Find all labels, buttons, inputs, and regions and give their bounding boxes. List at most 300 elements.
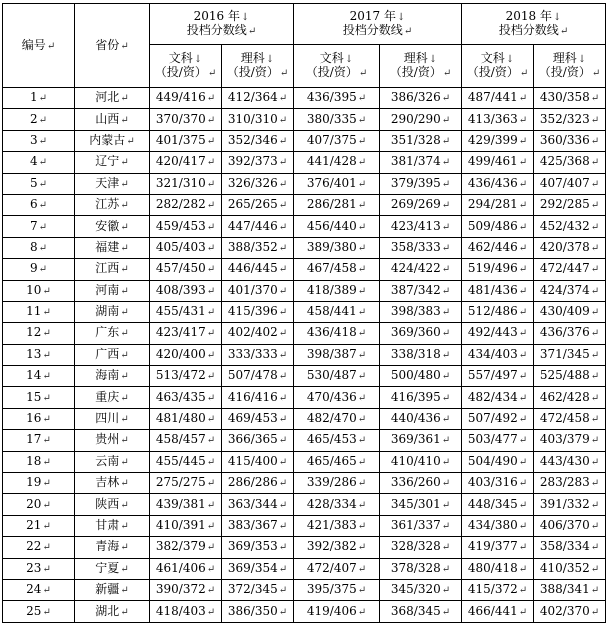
cell-score-text: 294/281 — [467, 197, 518, 212]
cell-num: 19↵ — [3, 473, 75, 494]
cell-score-text: 472/407 — [306, 560, 357, 575]
cell-score-text: 345/301 — [390, 496, 441, 511]
cell-score-text: 439/381 — [155, 496, 206, 511]
cell-score-text: 286/286 — [227, 475, 278, 490]
cell-score: 336/260↵ — [380, 473, 462, 494]
cell-score: 465/453↵ — [294, 430, 380, 451]
cell-province-text: 河北 — [95, 90, 120, 105]
cell-score-text: 430/358 — [539, 90, 590, 105]
cell-score: 420/400↵ — [150, 344, 222, 365]
cell-province-text: 天津 — [95, 175, 120, 190]
cell-score-text: 328/328 — [390, 539, 441, 554]
table-row — [3, 237, 606, 258]
cell-num: 13↵ — [3, 344, 75, 365]
cell-province: 陕西↵ — [75, 494, 150, 515]
cell-score-text: 436/436 — [467, 175, 518, 190]
cell-num-text: 7 — [29, 218, 38, 233]
cell-score-text: 424/422 — [390, 261, 441, 276]
cell-score-text: 458/441 — [306, 304, 357, 319]
cell-num-text: 2 — [29, 111, 38, 126]
cell-num-text: 12 — [26, 325, 42, 340]
header-2016-wen: 文科↓ （投/资）↵ — [150, 45, 222, 88]
cell-score: 376/401↵ — [294, 173, 380, 194]
cell-province-text: 广西 — [95, 346, 120, 361]
cell-score-text: 407/407 — [539, 175, 590, 190]
cell-score-text: 465/453 — [306, 432, 357, 447]
cell-province-text: 陕西 — [95, 496, 120, 511]
cell-score-text: 507/492 — [467, 411, 518, 426]
cell-province: 吉林↵ — [75, 473, 150, 494]
cell-province: 天津↵ — [75, 173, 150, 194]
cell-score-text: 368/345 — [390, 603, 441, 618]
cell-province: 内蒙古↵ — [75, 130, 150, 151]
cell-num-text: 10 — [26, 282, 42, 297]
cell-province: 贵州↵ — [75, 430, 150, 451]
cell-score: 372/345↵ — [222, 579, 294, 600]
cell-num-text: 18 — [26, 453, 42, 468]
cell-province: 广东↵ — [75, 323, 150, 344]
cell-score: 392/382↵ — [294, 537, 380, 558]
cell-num-text: 22 — [26, 539, 42, 554]
cell-province-text: 江苏 — [95, 197, 120, 212]
cell-score: 449/416↵ — [150, 88, 222, 109]
cell-score: 275/275↵ — [150, 473, 222, 494]
cell-province-text: 云南 — [95, 453, 120, 468]
cell-score: 461/406↵ — [150, 558, 222, 579]
cell-score-text: 470/436 — [306, 389, 357, 404]
cell-num: 10↵ — [3, 280, 75, 301]
cell-score-text: 447/446 — [227, 218, 278, 233]
cell-score: 507/492↵ — [462, 408, 534, 429]
cell-score: 436/376↵ — [534, 323, 606, 344]
cell-score-text: 408/393 — [155, 282, 206, 297]
cell-score: 265/265↵ — [222, 194, 294, 215]
cell-score-text: 530/487 — [306, 368, 357, 383]
cell-score: 415/372↵ — [462, 579, 534, 600]
header-2018-wen: 文科↓ （投/资）↵ — [462, 45, 534, 88]
cell-score: 370/370↵ — [150, 109, 222, 130]
table-row — [3, 216, 606, 237]
cell-num-text: 9 — [29, 261, 38, 276]
cell-num-text: 14 — [26, 368, 42, 383]
cell-num-text: 23 — [26, 560, 42, 575]
cell-score-text: 459/453 — [155, 218, 206, 233]
cell-score-text: 472/458 — [539, 411, 590, 426]
cell-score-text: 363/344 — [227, 496, 278, 511]
cell-score-text: 416/395 — [390, 389, 441, 404]
cell-score: 452/432↵ — [534, 216, 606, 237]
cell-score-text: 310/310 — [227, 111, 278, 126]
cell-province: 湖北↵ — [75, 601, 150, 622]
cell-score-text: 372/345 — [227, 582, 278, 597]
cell-score: 448/345↵ — [462, 494, 534, 515]
cell-num-text: 25 — [26, 603, 42, 618]
table-row — [3, 323, 606, 344]
header-year-2017: 2017 年↓ 投档分数线↵ — [294, 4, 462, 45]
cell-num: 18↵ — [3, 451, 75, 472]
cell-score: 429/399↵ — [462, 130, 534, 151]
cell-score-text: 376/401 — [306, 175, 357, 190]
cell-num: 17↵ — [3, 430, 75, 451]
cell-score: 419/377↵ — [462, 537, 534, 558]
cell-score-text: 436/376 — [539, 325, 590, 340]
cell-score: 386/350↵ — [222, 601, 294, 622]
cell-score-text: 419/406 — [306, 603, 357, 618]
header-2017-wen: 文科↓ （投/资）↵ — [294, 45, 380, 88]
cell-score-text: 407/375 — [306, 132, 357, 147]
cell-score-text: 369/360 — [390, 325, 441, 340]
header-row-years — [3, 4, 606, 45]
cell-score: 371/345↵ — [534, 344, 606, 365]
cell-score-text: 443/430 — [539, 453, 590, 468]
header-year-2018: 2018 年↓ 投档分数线↵ — [462, 4, 606, 45]
header-province: 省份↵ — [75, 4, 150, 88]
cell-province: 宁夏↵ — [75, 558, 150, 579]
cell-score-text: 321/310 — [155, 175, 206, 190]
cell-score: 310/310↵ — [222, 109, 294, 130]
cell-score: 500/480↵ — [380, 366, 462, 387]
cell-score: 388/341↵ — [534, 579, 606, 600]
cell-score: 378/328↵ — [380, 558, 462, 579]
cell-num: 6↵ — [3, 194, 75, 215]
cell-score-text: 448/345 — [467, 496, 518, 511]
cell-score-text: 481/436 — [467, 282, 518, 297]
cell-province-text: 内蒙古 — [89, 132, 126, 147]
cell-score-text: 358/334 — [539, 539, 590, 554]
cell-score: 395/375↵ — [294, 579, 380, 600]
cell-score: 407/375↵ — [294, 130, 380, 151]
cell-score-text: 382/379 — [155, 539, 206, 554]
cell-num: 24↵ — [3, 579, 75, 600]
cell-score: 406/370↵ — [534, 515, 606, 536]
table-row — [3, 494, 606, 515]
cell-score-text: 557/497 — [467, 368, 518, 383]
cell-score: 401/375↵ — [150, 130, 222, 151]
cell-score-text: 361/337 — [390, 518, 441, 532]
table-body — [3, 4, 606, 623]
cell-score: 443/430↵ — [534, 451, 606, 472]
cell-score: 398/387↵ — [294, 344, 380, 365]
cell-score: 403/316↵ — [462, 473, 534, 494]
cell-score-text: 434/403 — [467, 346, 518, 361]
cell-score-text: 283/283 — [539, 475, 590, 490]
cell-score-text: 398/387 — [306, 346, 357, 361]
cell-score-text: 458/457 — [155, 432, 206, 447]
cell-score-text: 469/453 — [227, 411, 278, 426]
cell-score-text: 423/413 — [390, 218, 441, 233]
cell-score-text: 389/380 — [306, 239, 357, 254]
cell-score: 338/318↵ — [380, 344, 462, 365]
cell-num: 20↵ — [3, 494, 75, 515]
cell-score-text: 507/478 — [227, 368, 278, 383]
cell-score: 530/487↵ — [294, 366, 380, 387]
table-row — [3, 130, 606, 151]
cell-score-text: 378/328 — [390, 560, 441, 575]
cell-score-text: 402/402 — [227, 325, 278, 340]
cell-score-text: 455/445 — [155, 453, 206, 468]
cell-score-text: 390/372 — [155, 582, 206, 597]
cell-score: 363/344↵ — [222, 494, 294, 515]
cell-score: 410/352↵ — [534, 558, 606, 579]
cell-score: 392/373↵ — [222, 152, 294, 173]
cell-score: 416/395↵ — [380, 387, 462, 408]
cell-score: 361/337↵ — [380, 515, 462, 536]
header-2018-li: 理科↓ （投/资）↵ — [534, 45, 606, 88]
cell-num: 23↵ — [3, 558, 75, 579]
cell-score: 405/403↵ — [150, 237, 222, 258]
cell-province: 辽宁↵ — [75, 152, 150, 173]
cell-score-text: 392/373 — [227, 154, 278, 169]
cell-num-text: 4 — [29, 154, 38, 169]
cell-score-text: 428/334 — [306, 496, 357, 511]
table-row — [3, 558, 606, 579]
cell-score-text: 504/490 — [467, 453, 518, 468]
cell-score: 403/379↵ — [534, 430, 606, 451]
cell-score-text: 420/378 — [539, 239, 590, 254]
cell-score-text: 336/260 — [390, 475, 441, 490]
cell-score-text: 461/406 — [155, 560, 206, 575]
cell-score-text: 421/383 — [306, 518, 357, 532]
cell-score-text: 401/375 — [155, 132, 206, 147]
table-row — [3, 280, 606, 301]
cell-score: 441/428↵ — [294, 152, 380, 173]
cell-score-text: 465/465 — [306, 453, 357, 468]
table-row — [3, 408, 606, 429]
score-table — [2, 3, 606, 623]
cell-score: 379/395↵ — [380, 173, 462, 194]
cell-score: 380/335↵ — [294, 109, 380, 130]
cell-score: 398/383↵ — [380, 301, 462, 322]
cell-score: 507/478↵ — [222, 366, 294, 387]
cell-score-text: 466/441 — [467, 603, 518, 618]
cell-score-text: 462/428 — [539, 389, 590, 404]
cell-score: 436/436↵ — [462, 173, 534, 194]
cell-province: 海南↵ — [75, 366, 150, 387]
cell-score-text: 369/361 — [390, 432, 441, 447]
cell-province: 云南↵ — [75, 451, 150, 472]
cell-score-text: 387/342 — [390, 282, 441, 297]
cell-score: 292/285↵ — [534, 194, 606, 215]
cell-score: 269/269↵ — [380, 194, 462, 215]
cell-score: 436/418↵ — [294, 323, 380, 344]
cell-score: 428/334↵ — [294, 494, 380, 515]
cell-score-text: 275/275 — [155, 475, 206, 490]
cell-num-text: 8 — [29, 239, 38, 254]
cell-score-text: 369/353 — [227, 539, 278, 554]
cell-score: 345/320↵ — [380, 579, 462, 600]
cell-score-text: 366/365 — [227, 432, 278, 447]
cell-score-text: 449/416 — [155, 90, 206, 105]
header-2017-li: 理科↓ （投/资）↵ — [380, 45, 462, 88]
cell-score: 509/486↵ — [462, 216, 534, 237]
cell-score: 369/361↵ — [380, 430, 462, 451]
cell-score: 382/379↵ — [150, 537, 222, 558]
cell-score: 423/413↵ — [380, 216, 462, 237]
cell-score: 481/436↵ — [462, 280, 534, 301]
cell-score: 423/417↵ — [150, 323, 222, 344]
cell-score-text: 487/441 — [467, 90, 518, 105]
cell-score-text: 410/391 — [155, 518, 206, 532]
cell-score: 469/453↵ — [222, 408, 294, 429]
cell-score-text: 424/374 — [539, 282, 590, 297]
cell-num: 2↵ — [3, 109, 75, 130]
table-row — [3, 366, 606, 387]
table-row — [3, 109, 606, 130]
cell-score-text: 467/458 — [306, 261, 357, 276]
cell-score-text: 405/403 — [155, 239, 206, 254]
cell-score: 390/372↵ — [150, 579, 222, 600]
cell-province-text: 青海 — [95, 539, 120, 554]
cell-score-text: 383/367 — [227, 518, 278, 532]
cell-score: 418/403↵ — [150, 601, 222, 622]
cell-score: 418/389↵ — [294, 280, 380, 301]
cell-province-text: 辽宁 — [95, 154, 120, 169]
cell-num-text: 21 — [26, 518, 42, 532]
cell-province-text: 宁夏 — [95, 560, 120, 575]
cell-score-text: 440/436 — [390, 411, 441, 426]
cell-score: 458/441↵ — [294, 301, 380, 322]
table-row — [3, 537, 606, 558]
cell-score: 459/453↵ — [150, 216, 222, 237]
cell-province-text: 海南 — [95, 368, 120, 383]
header-2016-li: 理科↓ （投/资）↵ — [222, 45, 294, 88]
cell-score: 321/310↵ — [150, 173, 222, 194]
cell-score-text: 416/416 — [227, 389, 278, 404]
cell-province-text: 湖北 — [95, 603, 120, 618]
cell-num: 11↵ — [3, 301, 75, 322]
cell-score-text: 352/346 — [227, 132, 278, 147]
cell-score-text: 403/316 — [467, 475, 518, 490]
cell-score: 416/416↵ — [222, 387, 294, 408]
cell-province-text: 河南 — [95, 282, 120, 297]
cell-score-text: 425/368 — [539, 154, 590, 169]
cell-num: 7↵ — [3, 216, 75, 237]
cell-score-text: 286/281 — [306, 197, 357, 212]
table-row — [3, 601, 606, 622]
cell-score-text: 436/395 — [306, 90, 357, 105]
cell-province-text: 福建 — [95, 239, 120, 254]
cell-province-text: 吉林 — [95, 475, 120, 490]
cell-score: 504/490↵ — [462, 451, 534, 472]
cell-score: 512/486↵ — [462, 301, 534, 322]
cell-score-text: 441/428 — [306, 154, 357, 169]
cell-num-text: 11 — [26, 304, 42, 319]
cell-score: 402/370↵ — [534, 601, 606, 622]
cell-score-text: 420/417 — [155, 154, 206, 169]
cell-score-text: 434/380 — [467, 518, 518, 532]
cell-score: 351/328↵ — [380, 130, 462, 151]
table-row — [3, 451, 606, 472]
cell-province-text: 广东 — [95, 325, 120, 340]
cell-score-text: 455/431 — [155, 304, 206, 319]
cell-score: 470/436↵ — [294, 387, 380, 408]
cell-province-text: 新疆 — [95, 582, 120, 597]
cell-score-text: 402/370 — [539, 603, 590, 618]
cell-province: 山西↵ — [75, 109, 150, 130]
cell-province: 新疆↵ — [75, 579, 150, 600]
table-row — [3, 173, 606, 194]
cell-num-text: 1 — [29, 90, 38, 105]
cell-score-text: 380/335 — [306, 111, 357, 126]
cell-score: 487/441↵ — [462, 88, 534, 109]
cell-score-text: 352/323 — [539, 111, 590, 126]
cell-score: 352/346↵ — [222, 130, 294, 151]
cell-score: 480/418↵ — [462, 558, 534, 579]
cell-score: 369/353↵ — [222, 537, 294, 558]
cell-province: 江苏↵ — [75, 194, 150, 215]
cell-score: 410/391↵ — [150, 515, 222, 536]
cell-score: 457/450↵ — [150, 259, 222, 280]
cell-score-text: 419/377 — [467, 539, 518, 554]
table-row — [3, 194, 606, 215]
cell-score-text: 410/352 — [539, 560, 590, 575]
cell-score: 424/374↵ — [534, 280, 606, 301]
table-row — [3, 579, 606, 600]
cell-score-text: 480/418 — [467, 560, 518, 575]
cell-score: 482/470↵ — [294, 408, 380, 429]
cell-score: 436/395↵ — [294, 88, 380, 109]
cell-score-text: 463/435 — [155, 389, 206, 404]
cell-score-text: 462/446 — [467, 239, 518, 254]
cell-score-text: 415/372 — [467, 582, 518, 597]
cell-score: 463/435↵ — [150, 387, 222, 408]
cell-score: 472/407↵ — [294, 558, 380, 579]
cell-score-text: 509/486 — [467, 218, 518, 233]
cell-score-text: 392/382 — [306, 539, 357, 554]
cell-num-text: 24 — [26, 582, 42, 597]
cell-score-text: 326/326 — [227, 175, 278, 190]
cell-score-text: 395/375 — [306, 582, 357, 597]
cell-score-text: 401/370 — [227, 282, 278, 297]
cell-score: 439/381↵ — [150, 494, 222, 515]
cell-score: 391/332↵ — [534, 494, 606, 515]
cell-score: 412/364↵ — [222, 88, 294, 109]
cell-score-text: 386/350 — [227, 603, 278, 618]
cell-score-text: 388/341 — [539, 582, 590, 597]
cell-score: 388/352↵ — [222, 237, 294, 258]
cell-score-text: 388/352 — [227, 239, 278, 254]
cell-num-text: 19 — [26, 475, 42, 490]
cell-score-text: 391/332 — [539, 496, 590, 511]
cell-num: 5↵ — [3, 173, 75, 194]
cell-score-text: 282/282 — [155, 197, 206, 212]
cell-score: 415/396↵ — [222, 301, 294, 322]
cell-score: 430/409↵ — [534, 301, 606, 322]
cell-num: 3↵ — [3, 130, 75, 151]
cell-score: 447/446↵ — [222, 216, 294, 237]
cell-province-text: 安徽 — [95, 218, 120, 233]
cell-score: 525/488↵ — [534, 366, 606, 387]
cell-score: 430/358↵ — [534, 88, 606, 109]
cell-num: 25↵ — [3, 601, 75, 622]
cell-score-text: 420/400 — [155, 346, 206, 361]
cell-province: 甘肃↵ — [75, 515, 150, 536]
cell-score-text: 339/286 — [306, 475, 357, 490]
cell-num-text: 20 — [26, 496, 42, 511]
cell-score: 503/477↵ — [462, 430, 534, 451]
cell-score: 408/393↵ — [150, 280, 222, 301]
cell-score-text: 360/336 — [539, 132, 590, 147]
cell-score-text: 436/418 — [306, 325, 357, 340]
cell-score-text: 415/400 — [227, 453, 278, 468]
cell-province: 福建↵ — [75, 237, 150, 258]
cell-num: 21↵ — [3, 515, 75, 536]
cell-province: 河南↵ — [75, 280, 150, 301]
cell-score: 456/440↵ — [294, 216, 380, 237]
cell-score: 345/301↵ — [380, 494, 462, 515]
cell-score-text: 482/470 — [306, 411, 357, 426]
cell-score-text: 481/480 — [155, 411, 206, 426]
